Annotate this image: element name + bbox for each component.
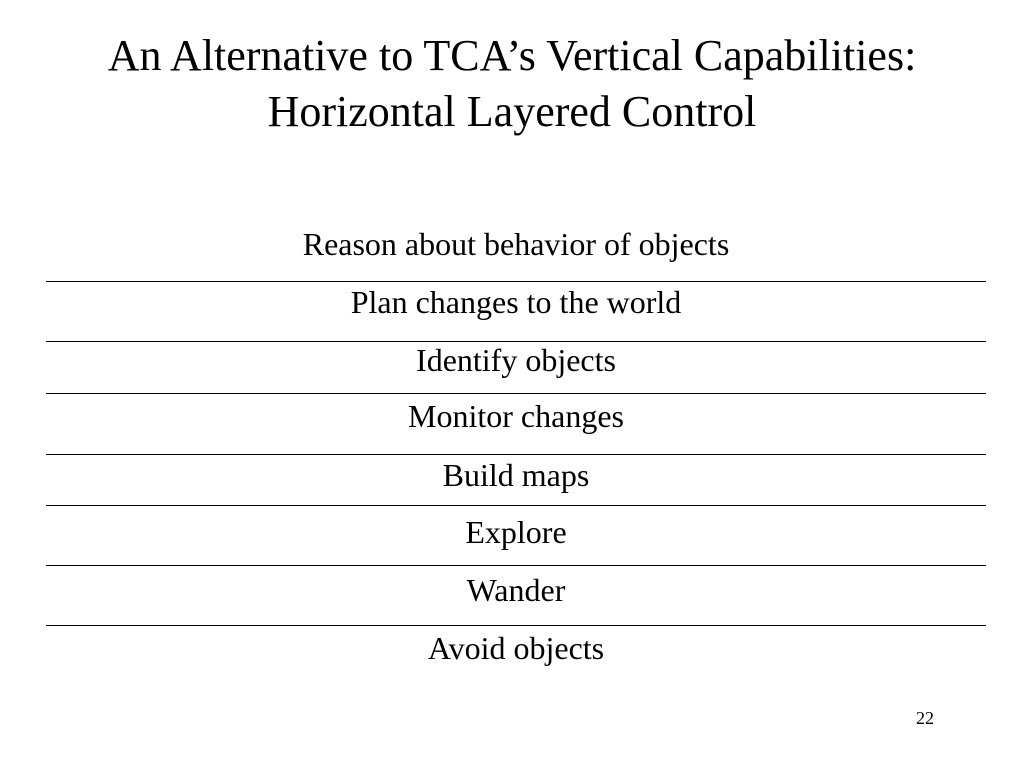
page-number: 22: [916, 708, 934, 728]
layer-wander: Wander: [466, 572, 566, 608]
slide-title-line-1: An Alternative to TCA’s Vertical Capabilities:: [107, 31, 917, 80]
layer-monitor-changes: Monitor changes: [408, 398, 624, 434]
layer-build-maps: Build maps: [442, 457, 590, 493]
layer-plan-changes: Plan changes to the world: [350, 284, 682, 320]
layer-stack: [46, 220, 986, 676]
slide-title: [0, 28, 1024, 140]
layer-avoid-objects: Avoid objects: [427, 630, 605, 666]
layer-reason-about-behavior: Reason about behavior of objects: [302, 226, 730, 262]
slide-title-line-2: Horizontal Layered Control: [267, 87, 757, 136]
layer-identify-objects: Identify objects: [416, 342, 616, 378]
layer-explore: Explore: [465, 514, 567, 550]
